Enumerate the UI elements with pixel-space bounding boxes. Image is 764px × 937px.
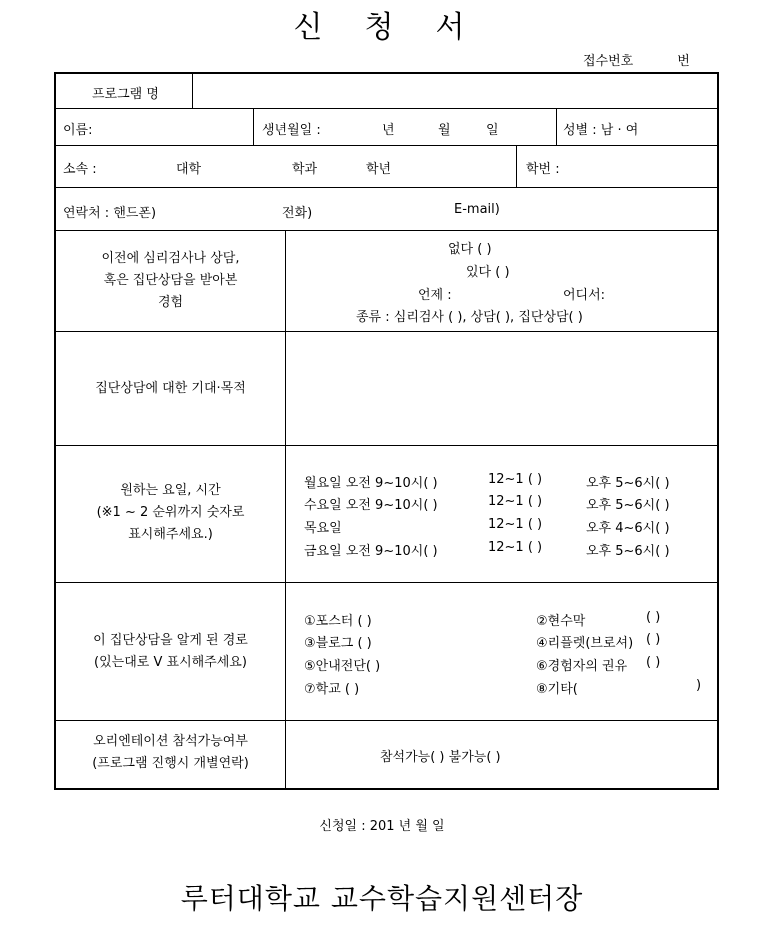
route-paren[interactable]: ( ) [646, 632, 661, 647]
name-field[interactable] [106, 112, 246, 140]
experience-kind-options[interactable]: 종류 : 심리검사 ( ), 상담( ), 집단상담( ) [356, 310, 583, 325]
schedule-label-line: (※1 ~ 2 순위까지 숫자로 [96, 505, 245, 520]
affiliation-label: 소속 : [63, 162, 97, 177]
schedule-label-line: 원하는 요일, 시간 [120, 483, 221, 498]
email-label: E-mail) [454, 202, 500, 217]
apply-date: 신청일 : 201 년 월 일 [319, 819, 445, 834]
schedule-noon-option[interactable]: 12~1 ( ) [488, 517, 543, 532]
name-label: 이름: [63, 123, 93, 138]
title-char: 서 [435, 10, 471, 45]
birth-year-unit: 년 [382, 123, 395, 138]
route-label-line: 이 집단상담을 알게 된 경로 [93, 633, 248, 648]
mobile-label: 연락처 : 핸드폰) [63, 206, 157, 221]
expectation-label: 집단상담에 대한 기대·목적 [95, 381, 246, 396]
expectation-field[interactable] [288, 334, 716, 442]
row-divider [56, 331, 717, 332]
route-option[interactable]: ⑥경험자의 권유 [536, 659, 628, 674]
row-divider [56, 187, 717, 188]
birth-month-unit: 월 [438, 123, 451, 138]
univ-unit: 대학 [176, 162, 202, 177]
schedule-pm-option[interactable]: 오후 5~6시( ) [586, 476, 670, 491]
row-divider [56, 230, 717, 231]
schedule-label [56, 480, 285, 546]
orientation-label [56, 731, 285, 775]
phone-label: 전화) [282, 206, 313, 221]
schedule-noon-option[interactable]: 12~1 ( ) [488, 494, 543, 509]
row-divider [56, 145, 717, 146]
schedule-pm-option[interactable]: 오후 5~6시( ) [586, 498, 670, 513]
receipt-unit: 번 [677, 54, 690, 69]
route-option[interactable]: ⑦학교 ( ) [304, 682, 360, 697]
receipt-label: 접수번호 [583, 54, 634, 69]
grade-unit: 학년 [366, 162, 392, 177]
birth-label: 생년월일 : [262, 123, 321, 138]
row-divider [56, 720, 717, 721]
route-paren[interactable]: ( ) [646, 655, 661, 670]
route-option[interactable]: ②현수막 [536, 614, 586, 629]
schedule-day-option: 목요일 [304, 521, 342, 536]
experience-none-option[interactable]: 없다 ( ) [448, 242, 492, 257]
program-name-field[interactable] [196, 77, 711, 105]
route-option[interactable]: ③블로그 ( ) [304, 636, 372, 651]
orientation-option[interactable]: 참석가능( ) 불가능( ) [380, 750, 501, 765]
row-divider [56, 582, 717, 583]
experience-where-label: 어디서: [563, 288, 606, 303]
document-title [0, 2, 764, 46]
program-name-label: 프로그램 명 [92, 87, 159, 102]
route-option[interactable]: ①포스터 ( ) [304, 614, 372, 629]
orientation-label-line: (프로그램 진행시 개별연락) [92, 756, 249, 771]
experience-yes-option[interactable]: 있다 ( ) [466, 265, 510, 280]
title-char: 청 [364, 10, 400, 45]
birth-day-unit: 일 [486, 123, 499, 138]
student-id-label: 학번 : [526, 162, 560, 177]
col-divider [192, 74, 193, 108]
route-label [56, 630, 285, 674]
receipt-number [583, 50, 690, 69]
route-paren[interactable]: ) [696, 678, 702, 693]
title-char: 신 [293, 10, 329, 45]
experience-question-line: 혹은 집단상담을 받아본 [103, 273, 238, 288]
col-divider [253, 108, 254, 145]
schedule-label-line: 표시해주세요.) [128, 527, 213, 542]
experience-question-line: 이전에 심리검사나 상담, [101, 251, 240, 266]
route-paren[interactable]: ( ) [646, 610, 661, 625]
experience-question-line: 경험 [157, 295, 184, 310]
schedule-day-option[interactable]: 금요일 오전 9~10시( ) [304, 544, 438, 559]
col-divider [516, 145, 517, 187]
dept-unit: 학과 [292, 162, 318, 177]
issuer-footer: 루터대학교 교수학습지원센터장 [180, 882, 584, 915]
experience-question [56, 248, 285, 314]
route-label-line: (있는대로 V 표시해주세요) [94, 655, 247, 670]
experience-when-label: 언제 : [418, 288, 452, 303]
schedule-noon-option[interactable]: 12~1 ( ) [488, 540, 543, 555]
schedule-day-option[interactable]: 월요일 오전 9~10시( ) [304, 476, 438, 491]
schedule-noon-option[interactable]: 12~1 ( ) [488, 472, 543, 487]
schedule-day-option[interactable]: 수요일 오전 9~10시( ) [304, 498, 438, 513]
route-option[interactable]: ⑧기타( [536, 682, 578, 697]
route-option[interactable]: ④리플렛(브로셔) [536, 636, 634, 651]
route-option[interactable]: ⑤안내전단( ) [304, 659, 381, 674]
row-divider [56, 108, 717, 109]
application-form [54, 72, 719, 790]
col-divider [556, 108, 557, 145]
col-divider [285, 230, 286, 790]
row-divider [56, 445, 717, 446]
orientation-label-line: 오리엔테이션 참석가능여부 [93, 734, 248, 749]
gender-field[interactable]: 성별 : 남 · 여 [563, 123, 639, 138]
schedule-pm-option[interactable]: 오후 5~6시( ) [586, 544, 670, 559]
schedule-pm-option[interactable]: 오후 4~6시( ) [586, 521, 670, 536]
